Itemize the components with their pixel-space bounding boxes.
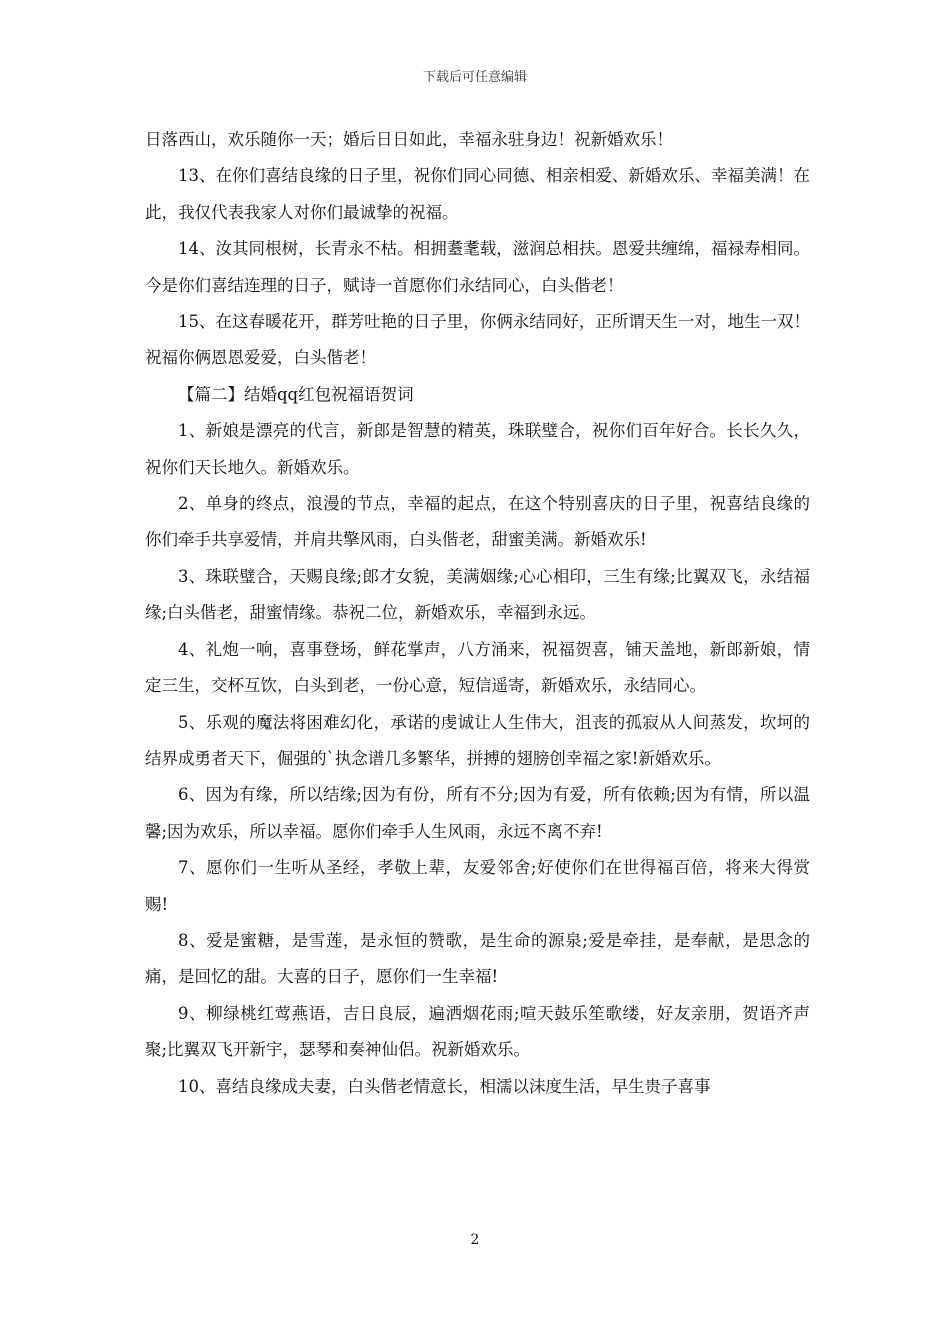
paragraph: 6、因为有缘，所以结缘;因为有份，所有不分;因为有爱，所有依赖;因为有情，所以温馨;因为欢乐，所以幸福。愿你们牵手人生风雨，永远不离不弃! (145, 785, 810, 841)
paragraph: 9、柳绿桃红莺燕语，吉日良辰，遍洒烟花雨;喧天鼓乐笙歌缕，好友亲朋，贺语齐声聚;比翼双飞开新宇，瑟琴和奏神仙侣。祝新婚欢乐。 (145, 1003, 810, 1060)
paragraph: 1、新娘是漂亮的代言，新郎是智慧的精英，珠联璧合，祝你们百年好合。长长久久，祝你们天长地久。新婚欢乐。 (145, 421, 810, 477)
paragraph: 2、单身的终点，浪漫的节点，幸福的起点，在这个特别喜庆的日子里，祝喜结良缘的你们牵手共享爱情，并肩共擎风雨，白头偕老，甜蜜美满。新婚欢乐! (145, 494, 810, 550)
paragraph: 8、爱是蜜糖，是雪莲，是永恒的赞歌，是生命的源泉;爱是牵挂，是奉献，是思念的痛，是回忆的甜。大喜的日子，愿你们一生幸福! (145, 930, 810, 987)
paragraph: 4、礼炮一响，喜事登场，鲜花掌声，八方涌来，祝福贺喜，铺天盖地，新郎新娘，情定三生，交杯互饮，白头到老，一份心意，短信遥寄，新婚欢乐，永结同心。 (145, 639, 810, 696)
paragraph: 5、乐观的魔法将困难幻化，承诺的虔诚让人生伟大，沮丧的孤寂从人间蒸发，坎坷的结界成勇者天下，倔强的`执念谱几多繁华，拼搏的翅膀创幸福之家!新婚欢乐。 (145, 712, 810, 768)
paragraph: 14、汝其同根树，长青永不枯。相拥耋耄载，滋润总相扶。恩爱共缠绵，福禄寿相同。今是你们喜结连理的日子，赋诗一首愿你们永结同心，白头偕老！ (145, 239, 810, 295)
paragraph: 7、愿你们一生听从圣经，孝敬上辈，友爱邻舍;好使你们在世得福百倍，将来大得赏赐! (145, 858, 810, 914)
paragraph: 13、在你们喜结良缘的日子里，祝你们同心同德、相亲相爱、新婚欢乐、幸福美满！在此，我仅代表我家人对你们最诚挚的祝福。 (145, 166, 810, 222)
paragraph: 15、在这春暖花开，群芳吐艳的日子里，你俩永结同好，正所谓天生一对，地生一双！祝福你俩恩恩爱爱，白头偕老！ (145, 312, 810, 368)
document-body (145, 122, 810, 1105)
paragraph: 日落西山，欢乐随你一天；婚后日日如此，幸福永驻身边！祝新婚欢乐！ (145, 130, 673, 149)
page-number: 2 (470, 1232, 480, 1248)
section-heading: 【篇二】结婚qq红包祝福语贺词 (178, 384, 414, 404)
page-header: 下载后可任意编辑 (422, 70, 527, 85)
paragraph: 10、喜结良缘成夫妻，白头偕老情意长，相濡以沫度生活，早生贵子喜事 (178, 1076, 711, 1096)
paragraph: 3、珠联璧合，天赐良缘;郎才女貌，美满姻缘;心心相印，三生有缘;比翼双飞，永结福缘;白头偕老，甜蜜情缘。恭祝二位，新婚欢乐，幸福到永远。 (145, 566, 810, 623)
